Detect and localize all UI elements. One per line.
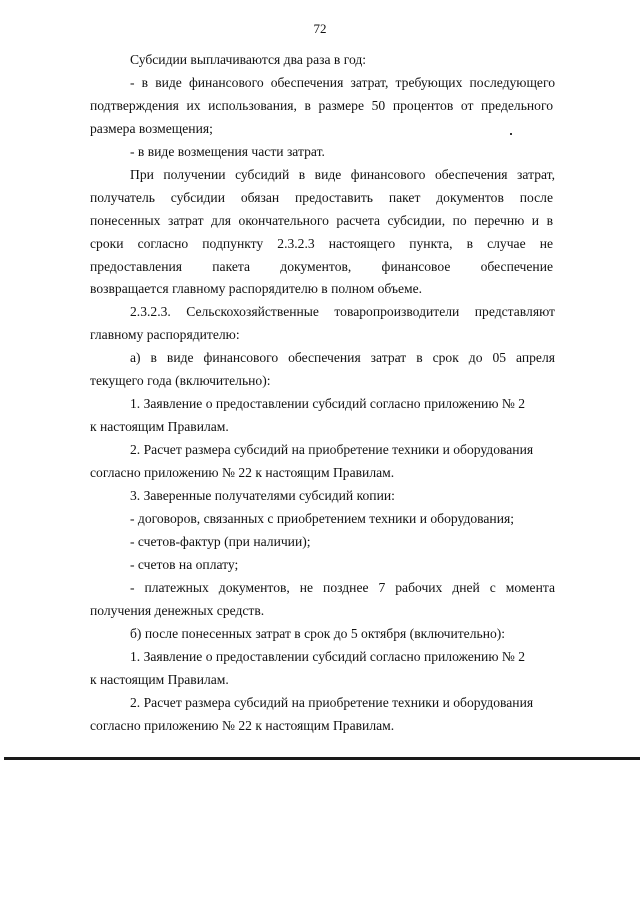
text-line: - счетов-фактур (при наличии); [130, 534, 311, 549]
text-line: - в виде финансового обеспечения затрат, требующих последующего [130, 75, 555, 90]
text-line: Субсидии выплачиваются два раза в год: [130, 52, 367, 67]
text-line: При получении субсидий в виде финансового обеспечения затрат, [130, 167, 555, 182]
text-line: текущего года (включительно): [90, 373, 271, 388]
text-line: - в виде возмещения части затрат. [130, 144, 325, 159]
text-line: возвращается главному распорядителю в полном объеме. [90, 281, 423, 296]
text-line: 2.3.2.3. Сельскохозяйственные товаропроизводители представляют [130, 304, 555, 319]
text-line: согласно приложению № 22 к настоящим Правилам. [90, 465, 395, 480]
page-number: 72 [313, 21, 327, 36]
text-line: к настоящим Правилам. [90, 672, 229, 687]
text-line: 2. Расчет размера субсидий на приобретение техники и оборудования [130, 695, 534, 710]
text-line: согласно приложению № 22 к настоящим Правилам. [90, 718, 395, 733]
text-line: 3. Заверенные получателями субсидий копии: [130, 488, 395, 503]
text-line: получатель субсидии обязан предоставить пакет документов после [90, 190, 553, 205]
text-line: 1. Заявление о предоставлении субсидий согласно приложению № 2 [130, 649, 526, 664]
footer-rule [4, 757, 640, 760]
scan-mark [510, 133, 512, 135]
text-line: к настоящим Правилам. [90, 419, 229, 434]
text-line: 1. Заявление о предоставлении субсидий согласно приложению № 2 [130, 396, 526, 411]
text-line: главному распорядителю: [90, 327, 240, 342]
text-line: а) в виде финансового обеспечения затрат в срок до 05 апреля [130, 350, 555, 365]
text-line: 2. Расчет размера субсидий на приобретение техники и оборудования [130, 442, 534, 457]
text-line: получения денежных средств. [90, 603, 265, 618]
text-line: подтверждения их использования, в размере 50 процентов от предельного [90, 98, 553, 113]
text-line: сроки согласно подпункту 2.3.2.3 настоящего пункта, в случае не [90, 236, 553, 251]
text-line: размера возмещения; [90, 121, 213, 136]
text-line: понесенных затрат для окончательного расчета субсидии, по перечню и в [90, 213, 553, 228]
text-line: б) после понесенных затрат в срок до 5 октября (включительно): [130, 626, 506, 641]
text-line: - договоров, связанных с приобретением техники и оборудования; [130, 511, 515, 526]
text-line: - платежных документов, не позднее 7 рабочих дней с момента [130, 580, 555, 595]
text-line: предоставления пакета документов, финансовое обеспечение [90, 259, 553, 274]
text-line: - счетов на оплату; [130, 557, 239, 572]
